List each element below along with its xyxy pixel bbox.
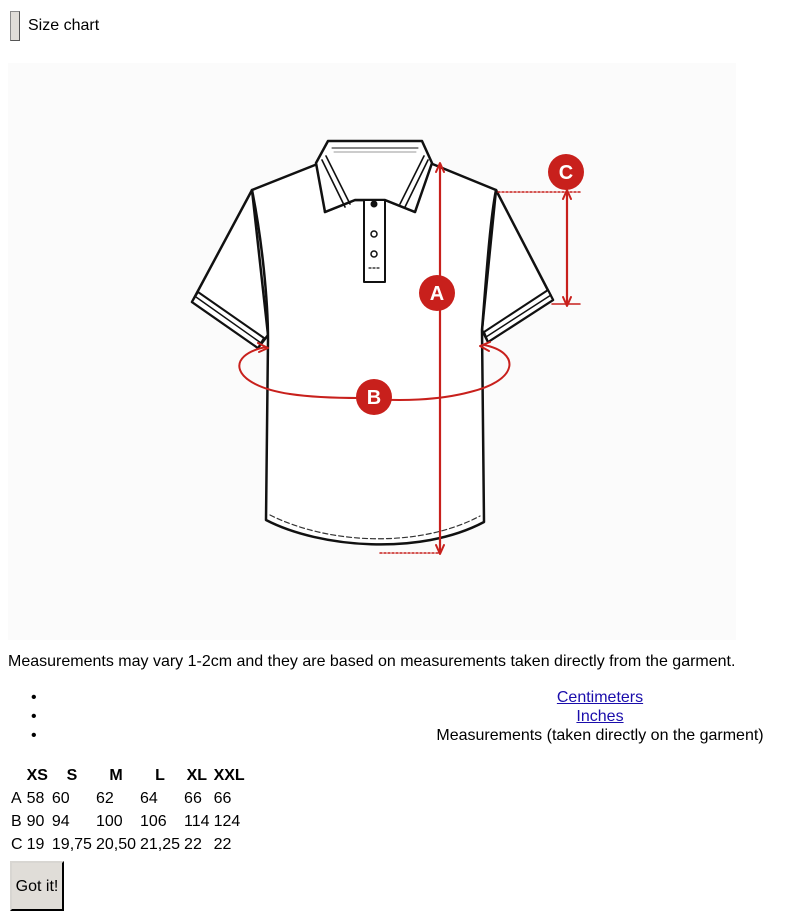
label-c-badge [548,154,584,190]
close-button[interactable] [10,11,20,41]
table-cell: 20,50 [95,835,136,853]
table-cell: 66 [184,789,202,807]
label-b-badge [356,379,392,415]
header-cell: S [66,766,78,784]
label-a-badge [419,275,455,311]
bullet-icon: • [31,708,37,725]
bullet-icon: • [31,689,37,706]
table-cell: 22 [184,835,202,853]
table-row [10,811,246,832]
table-cell: 94 [51,812,70,830]
shirt-placket [364,200,385,282]
header-cell: M [109,766,123,784]
measurement-description: Measurements (taken directly on the garment) [436,727,764,744]
table-cell: 19 [26,835,45,853]
unit-tabs [0,688,800,745]
table-cell: 100 [95,812,123,830]
table-row [10,788,246,809]
inches-link[interactable]: Inches [576,708,624,725]
unit-tab-centimeters [0,688,800,707]
row-label: B [11,812,22,830]
header-cell: XS [26,766,48,784]
header-cell: L [155,766,165,784]
table-cell: 124 [213,812,241,830]
table-cell: 64 [140,789,158,807]
header-cell: XL [186,766,208,784]
centimeters-link[interactable]: Centimeters [556,689,644,706]
size-table-header [10,765,246,786]
row-label: A [11,789,22,807]
table-cell: 19,75 [51,835,92,853]
table-cell: 22 [213,835,232,853]
table-cell: 106 [140,812,167,830]
size-table [8,763,248,857]
measurement-note: Measurements may vary 1-2cm and they are based on measurements taken directly from the garment. [8,653,736,670]
bullet-icon: • [31,727,37,744]
header-cell: XXL [213,766,245,784]
got-it-button[interactable]: Got it! [10,861,64,911]
label-b: B [366,387,382,409]
table-cell: 21,25 [140,835,181,853]
header-cell [10,765,24,786]
table-cell: 114 [184,812,210,830]
table-cell: 62 [95,789,114,807]
table-cell: 90 [26,812,45,830]
dialog-title: Size chart [28,17,100,34]
table-cell: 66 [213,789,232,807]
row-label: C [11,835,23,853]
label-a: A [429,283,445,305]
unit-tab-description [0,726,800,745]
table-row [10,834,246,855]
size-chart-header [10,10,99,42]
table-cell: 58 [26,789,45,807]
polo-shirt-diagram [8,63,736,640]
unit-tab-inches [0,707,800,726]
size-chart-figure [8,63,736,640]
label-c: C [558,162,574,184]
table-cell: 60 [51,789,70,807]
